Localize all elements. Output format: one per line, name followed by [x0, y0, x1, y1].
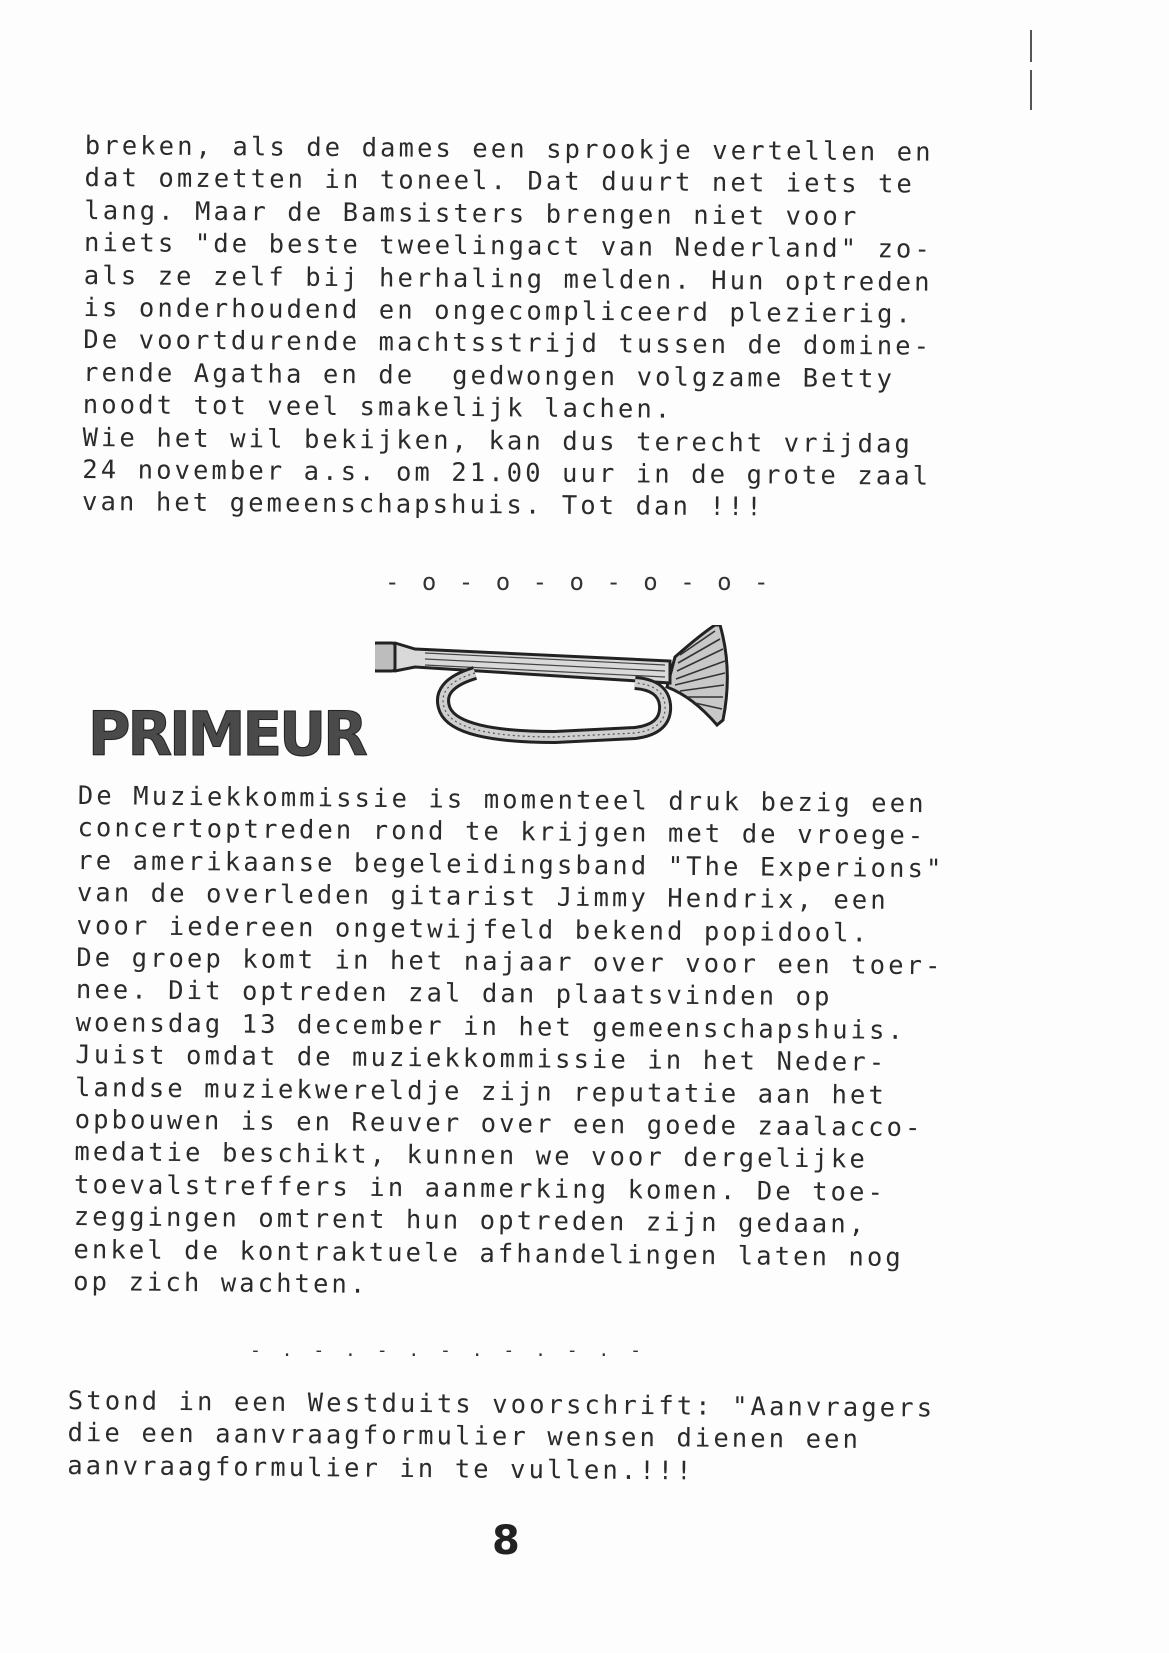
text-line: De groep komt in het najaar over voor een toer- — [76, 943, 944, 982]
text-line: medatie beschikt, kunnen we voor dergelijke — [74, 1137, 868, 1176]
text-line: woensdag 13 december in het gemeenschapshuis. — [75, 1007, 907, 1046]
text-line: lang. Maar de Bamsisters brengen niet voor — [84, 195, 860, 232]
text-line: re amerikaanse begeleidingsband "The Experions" — [77, 845, 945, 885]
text-line: van het gemeenschapshuis. Tot dan !!! — [81, 487, 765, 523]
text-line: concertoptreden rond te krijgen met de vroege- — [77, 813, 927, 852]
quote-text — [67, 1385, 998, 1490]
text-line: rende Agatha en de gedwongen volgzame Betty — [82, 357, 896, 395]
text-line: landse muziekwereldje zijn reputatie aan het — [74, 1072, 888, 1111]
text-line: opbouwen is en Reuver over een goede zaalacco- — [74, 1105, 924, 1144]
text-line: als ze zelf bij herhaling melden. Hun optreden — [83, 260, 933, 298]
primeur-article-text — [73, 780, 1008, 1307]
text-line: De Muziekkommissie is momenteel druk bezig een — [77, 780, 927, 820]
text-line: nee. Dit optreden zal dan plaatsvinden op — [75, 975, 833, 1013]
bugle-icon — [375, 625, 760, 750]
section-separator: - . - . - . - . - . - . - — [250, 1340, 646, 1361]
text-line: op zich wachten. — [73, 1267, 369, 1300]
text-line: van de overleden gitarist Jimmy Hendrix, een — [76, 878, 889, 917]
text-line: enkel de kontraktuele afhandelingen laten nog — [73, 1234, 904, 1273]
text-line: De voortdurende machtsstrijd tussen de domine- — [83, 325, 933, 363]
text-line: aanvraagformulier in te vullen.!!! — [67, 1450, 695, 1487]
margin-mark — [1030, 30, 1032, 110]
section-separator: - o - o - o - o - o - — [385, 568, 773, 596]
text-line: Juist omdat de muziekkommissie in het Neder- — [75, 1040, 888, 1079]
text-line: 24 november a.s. om 21.00 uur in de grote zaal — [82, 455, 932, 492]
article-top-text — [82, 130, 1015, 526]
text-line: zeggingen omtrent hun optreden zijn gedaan, — [73, 1202, 868, 1240]
text-line: dat omzetten in toneel. Dat duurt net iets te — [84, 163, 916, 200]
text-line: die een aanvraagformulier wensen dienen een — [67, 1418, 862, 1456]
text-line: Wie het wil bekijken, kan dus terecht vrijdag — [82, 422, 914, 460]
primeur-heading: PRIMEUR — [88, 698, 365, 770]
text-line: niets "de beste tweelingact van Nederland" zo- — [83, 228, 934, 265]
text-line: toevalstreffers in aanmerking komen. De toe- — [73, 1169, 887, 1208]
text-line: Stond in een Westduits voorschrift: "Aanvragers — [67, 1386, 936, 1424]
page-number: 8 — [492, 1518, 520, 1564]
text-line: breken, als de dames een sprookje vertellen en — [84, 130, 934, 168]
text-line: noodt tot veel smakelijk lachen. — [82, 390, 674, 425]
text-line: is onderhoudend en ongecompliceerd plezierig. — [83, 293, 915, 330]
text-line: voor iedereen ongetwijfeld bekend popidool. — [76, 910, 871, 949]
